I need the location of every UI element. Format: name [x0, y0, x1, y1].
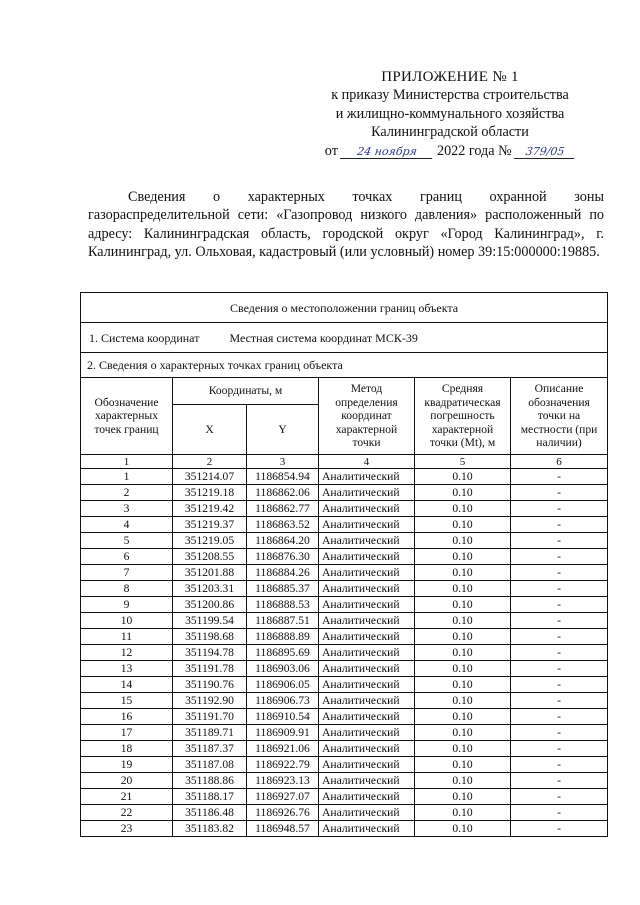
point-id-cell: 12 — [81, 645, 173, 661]
error-cell: 0.10 — [415, 805, 511, 821]
x-coordinate-cell: 351214.07 — [173, 469, 247, 485]
x-coordinate-cell: 351187.37 — [173, 741, 247, 757]
appendix-title: ПРИЛОЖЕНИЕ № 1 — [381, 69, 519, 85]
y-coordinate-cell: 1186910.54 — [247, 709, 319, 725]
x-coordinate-cell: 351199.54 — [173, 613, 247, 629]
description-cell: - — [511, 709, 608, 725]
table-row — [81, 469, 608, 485]
description-cell: - — [511, 565, 608, 581]
point-id-cell: 11 — [81, 629, 173, 645]
year-text: 2022 года № — [436, 142, 512, 159]
description-cell: - — [511, 533, 608, 549]
description-cell: - — [511, 485, 608, 501]
point-id-cell: 23 — [81, 821, 173, 837]
error-cell: 0.10 — [415, 645, 511, 661]
method-cell: Аналитический — [319, 789, 415, 805]
point-id-cell: 7 — [81, 565, 173, 581]
description-cell: - — [511, 773, 608, 789]
error-cell: 0.10 — [415, 725, 511, 741]
handwritten-date: 24 ноября — [340, 145, 434, 159]
method-cell: Аналитический — [319, 613, 415, 629]
point-id-cell: 1 — [81, 469, 173, 485]
point-id-cell: 13 — [81, 661, 173, 677]
table-row — [81, 645, 608, 661]
x-coordinate-cell: 351201.88 — [173, 565, 247, 581]
table-row — [81, 805, 608, 821]
error-cell: 0.10 — [415, 597, 511, 613]
x-coordinate-cell: 351219.42 — [173, 501, 247, 517]
error-cell: 0.10 — [415, 533, 511, 549]
point-id-cell: 10 — [81, 613, 173, 629]
y-coordinate-cell: 1186888.53 — [247, 597, 319, 613]
table-row — [81, 581, 608, 597]
table-row — [81, 485, 608, 501]
method-cell: Аналитический — [319, 581, 415, 597]
point-id-cell: 22 — [81, 805, 173, 821]
error-cell: 0.10 — [415, 517, 511, 533]
y-coordinate-cell: 1186888.89 — [247, 629, 319, 645]
error-cell: 0.10 — [415, 469, 511, 485]
x-coordinate-cell: 351188.86 — [173, 773, 247, 789]
error-cell: 0.10 — [415, 485, 511, 501]
y-coordinate-cell: 1186854.94 — [247, 469, 319, 485]
description-cell: - — [511, 725, 608, 741]
section-title-row — [81, 293, 608, 323]
coord-system-value: Местная система координат МСК-39 — [229, 330, 418, 345]
description-cell: - — [511, 645, 608, 661]
table-row — [81, 661, 608, 677]
column-number: 6 — [511, 455, 608, 469]
x-coordinate-cell: 351219.05 — [173, 533, 247, 549]
point-id-cell: 17 — [81, 725, 173, 741]
date-prefix: от — [324, 142, 338, 159]
y-coordinate-cell: 1186895.69 — [247, 645, 319, 661]
y-coordinate-cell: 1186922.79 — [247, 757, 319, 773]
method-cell: Аналитический — [319, 501, 415, 517]
method-cell: Аналитический — [319, 533, 415, 549]
order-line-2: и жилищно-коммунального хозяйства — [335, 105, 565, 122]
table-row — [81, 693, 608, 709]
method-cell: Аналитический — [319, 677, 415, 693]
header-designation: Обозначение характерных точек границ — [81, 378, 173, 455]
y-coordinate-cell: 1186862.06 — [247, 485, 319, 501]
method-cell: Аналитический — [319, 661, 415, 677]
y-coordinate-cell: 1186903.06 — [247, 661, 319, 677]
method-cell: Аналитический — [319, 773, 415, 789]
error-cell: 0.10 — [415, 613, 511, 629]
table-row — [81, 789, 608, 805]
point-id-cell: 3 — [81, 501, 173, 517]
point-id-cell: 5 — [81, 533, 173, 549]
header-coordinates: Координаты, м — [173, 378, 319, 405]
header-error: Средняя квадратическая погрешность характерной точки (Mt), м — [415, 378, 511, 455]
error-cell: 0.10 — [415, 789, 511, 805]
error-cell: 0.10 — [415, 821, 511, 837]
point-id-cell: 20 — [81, 773, 173, 789]
x-coordinate-cell: 351219.37 — [173, 517, 247, 533]
method-cell: Аналитический — [319, 549, 415, 565]
error-cell: 0.10 — [415, 741, 511, 757]
method-cell: Аналитический — [319, 629, 415, 645]
point-id-cell: 18 — [81, 741, 173, 757]
x-coordinate-cell: 351194.78 — [173, 645, 247, 661]
description-cell: - — [511, 517, 608, 533]
description-cell: - — [511, 789, 608, 805]
point-id-cell: 21 — [81, 789, 173, 805]
description-cell: - — [511, 693, 608, 709]
error-cell: 0.10 — [415, 565, 511, 581]
column-numbers-row — [81, 455, 608, 469]
description-cell: - — [511, 661, 608, 677]
table-row — [81, 757, 608, 773]
order-line-1: к приказу Министерства строительства — [331, 87, 569, 104]
table-row — [81, 565, 608, 581]
table-row — [81, 677, 608, 693]
table-row — [81, 709, 608, 725]
x-coordinate-cell: 351219.18 — [173, 485, 247, 501]
order-date-line — [300, 142, 600, 160]
description-cell: - — [511, 581, 608, 597]
y-coordinate-cell: 1186863.52 — [247, 517, 319, 533]
y-coordinate-cell: 1186921.06 — [247, 741, 319, 757]
description-cell: - — [511, 757, 608, 773]
header-row-1 — [81, 378, 608, 405]
y-coordinate-cell: 1186909.91 — [247, 725, 319, 741]
error-cell: 0.10 — [415, 581, 511, 597]
y-coordinate-cell: 1186884.26 — [247, 565, 319, 581]
x-coordinate-cell: 351200.86 — [173, 597, 247, 613]
description-cell: - — [511, 741, 608, 757]
x-coordinate-cell: 351186.48 — [173, 805, 247, 821]
x-coordinate-cell: 351190.76 — [173, 677, 247, 693]
error-cell: 0.10 — [415, 693, 511, 709]
column-number: 1 — [81, 455, 173, 469]
table-row — [81, 533, 608, 549]
method-cell: Аналитический — [319, 517, 415, 533]
method-cell: Аналитический — [319, 709, 415, 725]
y-coordinate-cell: 1186906.05 — [247, 677, 319, 693]
description-cell: - — [511, 597, 608, 613]
point-id-cell: 19 — [81, 757, 173, 773]
boundary-points-table — [80, 292, 608, 837]
error-cell: 0.10 — [415, 709, 511, 725]
table-row — [81, 773, 608, 789]
x-coordinate-cell: 351191.78 — [173, 661, 247, 677]
x-coordinate-cell: 351198.68 — [173, 629, 247, 645]
point-id-cell: 14 — [81, 677, 173, 693]
method-cell: Аналитический — [319, 741, 415, 757]
x-coordinate-cell: 351189.71 — [173, 725, 247, 741]
header-y: Y — [247, 405, 319, 455]
header-description: Описание обозначения точки на местности (при наличии) — [511, 378, 608, 455]
method-cell: Аналитический — [319, 821, 415, 837]
table-row — [81, 597, 608, 613]
table-row — [81, 613, 608, 629]
coord-system-cell — [81, 323, 608, 353]
error-cell: 0.10 — [415, 549, 511, 565]
method-cell: Аналитический — [319, 597, 415, 613]
error-cell: 0.10 — [415, 773, 511, 789]
description-cell: - — [511, 549, 608, 565]
x-coordinate-cell: 351208.55 — [173, 549, 247, 565]
y-coordinate-cell: 1186887.51 — [247, 613, 319, 629]
point-id-cell: 6 — [81, 549, 173, 565]
intro-paragraph: Сведения о характерных точках границ охранной зоны газораспределительной сети: «Газопровод низкого давления» расположенный по адресу: Калининградская область, городской округ «Город Калининград», г. Калининград, ул. Ольховая, кадастровый (или условный) номер 39:15:000000:19885. — [88, 189, 604, 261]
coord-system-row — [81, 323, 608, 353]
y-coordinate-cell: 1186906.73 — [247, 693, 319, 709]
description-cell: - — [511, 629, 608, 645]
error-cell: 0.10 — [415, 677, 511, 693]
method-cell: Аналитический — [319, 805, 415, 821]
y-coordinate-cell: 1186927.07 — [247, 789, 319, 805]
description-cell: - — [511, 469, 608, 485]
point-id-cell: 8 — [81, 581, 173, 597]
method-cell: Аналитический — [319, 725, 415, 741]
error-cell: 0.10 — [415, 629, 511, 645]
column-number: 4 — [319, 455, 415, 469]
coord-system-label: 1. Система координат — [89, 330, 200, 345]
points-label-row — [81, 353, 608, 378]
description-cell: - — [511, 805, 608, 821]
header-method: Метод определения координат характерной точки — [319, 378, 415, 455]
x-coordinate-cell: 351188.17 — [173, 789, 247, 805]
table-row — [81, 501, 608, 517]
point-id-cell: 16 — [81, 709, 173, 725]
x-coordinate-cell: 351187.08 — [173, 757, 247, 773]
description-cell: - — [511, 613, 608, 629]
description-cell: - — [511, 821, 608, 837]
point-id-cell: 9 — [81, 597, 173, 613]
error-cell: 0.10 — [415, 661, 511, 677]
section-title: Сведения о местоположении границ объекта — [81, 293, 608, 323]
y-coordinate-cell: 1186864.20 — [247, 533, 319, 549]
appendix-header — [300, 68, 600, 160]
method-cell: Аналитический — [319, 757, 415, 773]
column-number: 2 — [173, 455, 247, 469]
y-coordinate-cell: 1186948.57 — [247, 821, 319, 837]
method-cell: Аналитический — [319, 469, 415, 485]
header-x: X — [173, 405, 247, 455]
x-coordinate-cell: 351192.90 — [173, 693, 247, 709]
error-cell: 0.10 — [415, 501, 511, 517]
y-coordinate-cell: 1186862.77 — [247, 501, 319, 517]
x-coordinate-cell: 351203.31 — [173, 581, 247, 597]
method-cell: Аналитический — [319, 565, 415, 581]
column-number: 3 — [247, 455, 319, 469]
method-cell: Аналитический — [319, 485, 415, 501]
method-cell: Аналитический — [319, 693, 415, 709]
table-row — [81, 741, 608, 757]
error-cell: 0.10 — [415, 757, 511, 773]
x-coordinate-cell: 351183.82 — [173, 821, 247, 837]
y-coordinate-cell: 1186926.76 — [247, 805, 319, 821]
point-id-cell: 2 — [81, 485, 173, 501]
table-row — [81, 629, 608, 645]
column-number: 5 — [415, 455, 511, 469]
y-coordinate-cell: 1186876.30 — [247, 549, 319, 565]
y-coordinate-cell: 1186885.37 — [247, 581, 319, 597]
handwritten-number: 379/05 — [514, 145, 576, 159]
description-cell: - — [511, 501, 608, 517]
x-coordinate-cell: 351191.70 — [173, 709, 247, 725]
point-id-cell: 15 — [81, 693, 173, 709]
description-cell: - — [511, 677, 608, 693]
table-row — [81, 725, 608, 741]
table-row — [81, 517, 608, 533]
point-id-cell: 4 — [81, 517, 173, 533]
order-line-3: Калининградской области — [371, 124, 529, 141]
y-coordinate-cell: 1186923.13 — [247, 773, 319, 789]
method-cell: Аналитический — [319, 645, 415, 661]
table-row — [81, 821, 608, 837]
table-row — [81, 549, 608, 565]
points-label: 2. Сведения о характерных точках границ объекта — [81, 353, 608, 378]
